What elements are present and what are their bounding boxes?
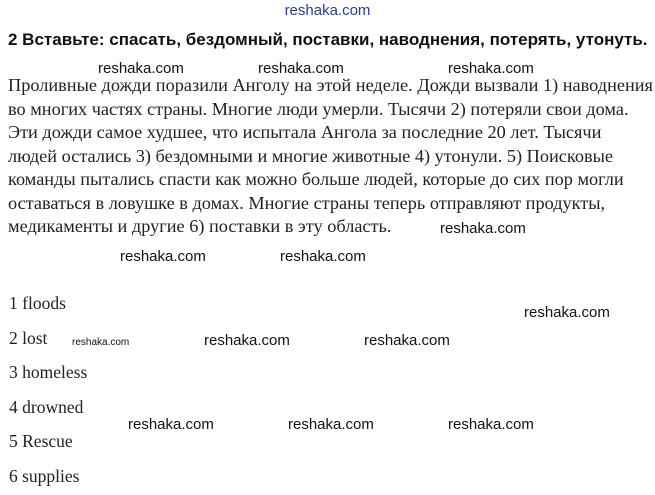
answer-item: 6 supplies <box>9 465 80 486</box>
watermark: reshaka.com <box>72 337 130 348</box>
header-watermark: reshaka.com <box>284 2 371 19</box>
watermark: reshaka.com <box>204 332 290 349</box>
watermark: reshaka.com <box>440 220 526 237</box>
watermark: reshaka.com <box>448 60 534 77</box>
task-text: Проливные дожди поразили Анголу на этой неделе. Дожди вызвали 1) наводнения во многих частях страны. Многие люди умерли. Тысячи 2) потеряли свои дома. Эти дожди самое худшее, что испытала Ангола за последние 20 лет. Тысячи людей остались 3) бездомными и многие животные 4) утонули. 5) Поисковые команды пытались спасти как можно больше людей, которые до сих пор могли оставаться в ловушке в домах. Многие страны теперь отправляют продукты, медикаменты и другие 6) поставки в эту область. <box>8 75 653 236</box>
task-title: 2 Вставьте: спасать, бездомный, поставки, наводнения, потерять, утонуть. <box>8 30 648 49</box>
watermark: reshaka.com <box>448 416 534 433</box>
watermark: reshaka.com <box>98 60 184 77</box>
watermark: reshaka.com <box>120 248 206 265</box>
answer-item: 3 homeless <box>9 362 88 382</box>
answer-item: 2 lost <box>9 327 48 348</box>
watermark: reshaka.com <box>280 248 366 265</box>
answer-item: 4 drowned <box>9 396 84 417</box>
answer-list <box>9 292 87 495</box>
watermark: reshaka.com <box>258 60 344 77</box>
answer-item: 5 Rescue <box>9 431 73 451</box>
answer-item: 1 floods <box>9 293 66 313</box>
watermark: reshaka.com <box>128 416 214 433</box>
watermark: reshaka.com <box>364 332 450 349</box>
watermark: reshaka.com <box>288 416 374 433</box>
watermark: reshaka.com <box>524 304 610 321</box>
